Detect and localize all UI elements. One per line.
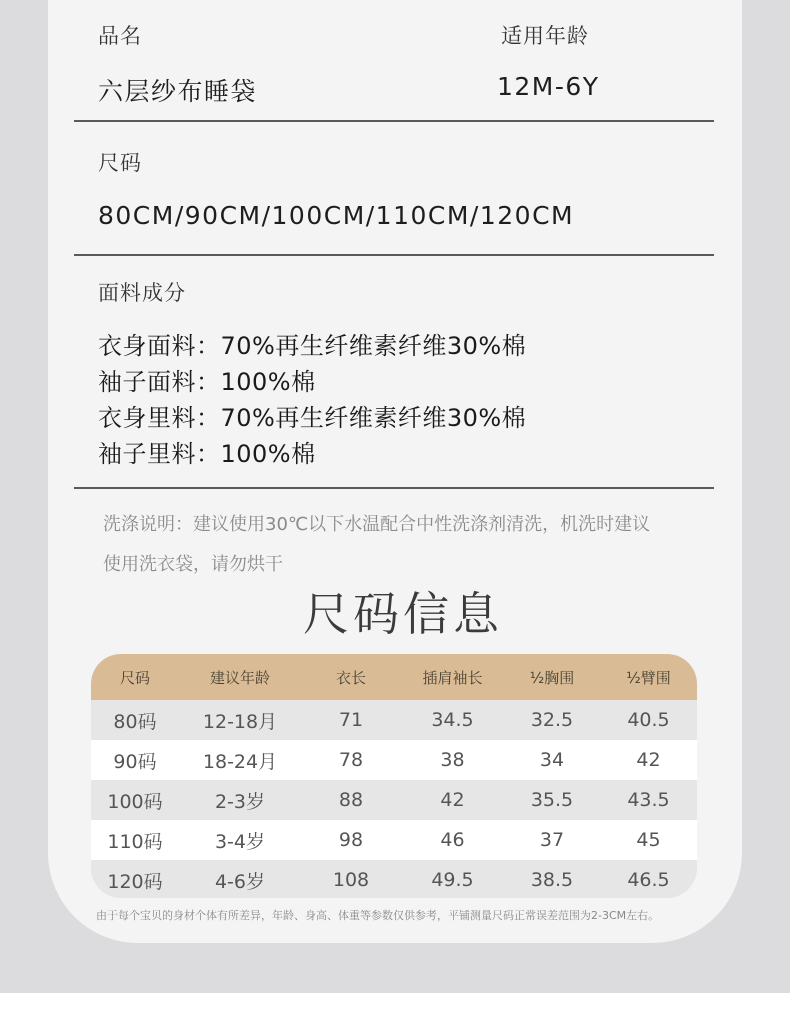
table-cell: 37 [539, 829, 565, 851]
table-cell: 88 [338, 789, 364, 811]
fabric-line: 袖子里料：100%棉 [98, 440, 316, 468]
product-name-label: 品名 [98, 24, 142, 48]
wash-instructions-line-1: 洗涤说明：建议使用30℃以下水温配合中性洗涤剂清洗，机洗时建议 [103, 514, 651, 535]
table-cell: 108 [332, 869, 370, 891]
table-cell: 18-24月 [202, 750, 278, 773]
age-value: 12M-6Y [497, 72, 600, 101]
age-label: 适用年龄 [501, 24, 589, 48]
size-label: 尺码 [98, 151, 142, 175]
table-cell: 38.5 [530, 869, 574, 891]
table-cell: 42 [440, 789, 465, 811]
header-cell: 建议年龄 [209, 668, 270, 687]
table-cell: 45 [636, 829, 661, 851]
table-cell: 12-18月 [202, 710, 278, 733]
table-row [91, 820, 697, 860]
header-cell: 衣长 [335, 668, 366, 687]
table-cell: 120码 [107, 870, 163, 893]
table-cell: 38 [440, 749, 465, 771]
table-cell: 46.5 [627, 869, 670, 891]
fabric-line: 衣身面料：70%再生纤维素纤维30%棉 [98, 332, 527, 360]
table-cell: 78 [338, 749, 364, 771]
table-header [91, 654, 697, 700]
divider [74, 487, 714, 489]
divider [74, 120, 714, 122]
table-cell: 43.5 [627, 789, 670, 811]
table-cell: 34 [539, 749, 565, 771]
table-cell: 40.5 [627, 709, 670, 731]
divider [74, 254, 714, 256]
header-cell: 尺码 [119, 668, 150, 687]
table-row [91, 860, 697, 898]
fabric-label: 面料成分 [98, 281, 186, 305]
table-cell: 100码 [107, 790, 163, 813]
table-cell: 32.5 [530, 709, 574, 731]
table-cell: 2-3岁 [214, 790, 266, 813]
table-row [91, 700, 697, 740]
header-cell: ½臂围 [626, 668, 671, 687]
product-name-value: 六层纱布睡袋 [98, 77, 258, 106]
wash-instructions-line-2: 使用洗衣袋，请勿烘干 [103, 554, 283, 575]
table-cell: 35.5 [530, 789, 574, 811]
table-row [91, 740, 697, 780]
header-cell: 插肩袖长 [422, 668, 483, 687]
fabric-line: 衣身里料：70%再生纤维素纤维30%棉 [98, 404, 527, 432]
table-cell: 4-6岁 [214, 870, 266, 893]
fabric-line: 袖子面料：100%棉 [98, 368, 316, 396]
table-cell: 42 [636, 749, 661, 771]
table-cell: 90码 [113, 750, 157, 773]
table-cell: 3-4岁 [214, 830, 266, 853]
size-disclaimer-note: 由于每个宝贝的身材个体有所差异，年龄、身高、体重等参数仅供参考，平铺测量尺码正常误差范围为2-3CM左右。 [96, 909, 660, 922]
header-cell: ½胸围 [529, 668, 575, 687]
table-row [91, 780, 697, 820]
table-cell: 71 [338, 709, 364, 731]
size-info-title: 尺码信息 [303, 587, 503, 641]
table-cell: 80码 [113, 710, 157, 733]
size-value: 80CM/90CM/100CM/110CM/120CM [98, 201, 575, 230]
table-cell: 49.5 [431, 869, 474, 891]
size-table [91, 654, 697, 898]
table-cell: 34.5 [431, 709, 474, 731]
table-cell: 46 [440, 829, 465, 851]
table-cell: 110码 [107, 830, 163, 853]
table-cell: 98 [338, 829, 364, 851]
